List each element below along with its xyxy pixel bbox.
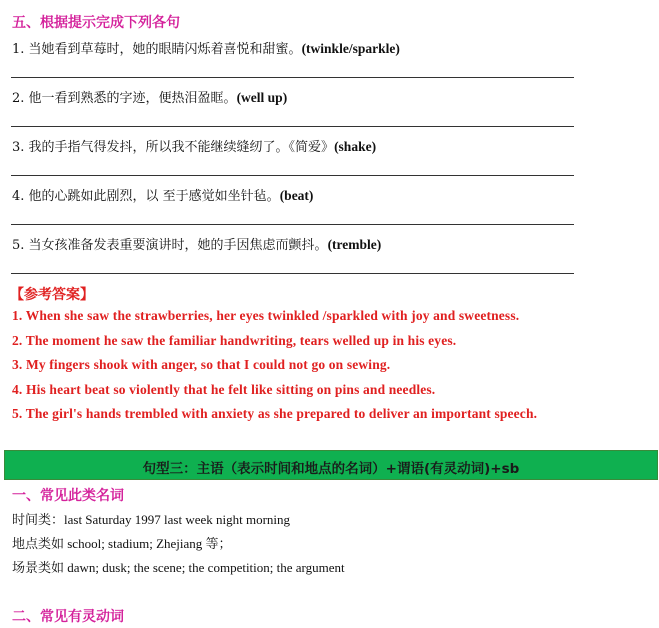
- noun-category-time: 时间类：last Saturday 1997 last week night morning: [12, 512, 291, 527]
- question-hint: (shake): [334, 139, 377, 154]
- answer-item-5: 5. The girl's hands trembled with anxiety as she prepared to deliver an important speech.: [12, 406, 538, 421]
- section-heading-1: 一、常见此类名词: [12, 488, 124, 504]
- question-text: 他一看到熟悉的字迹，便热泪盈眶。: [28, 91, 237, 106]
- question-hint: (twinkle/sparkle): [301, 41, 400, 56]
- question-hint: (well up): [236, 90, 288, 105]
- answer-item-4: 4. His heart beat so violently that he felt like sitting on pins and needles.: [12, 382, 436, 397]
- question-number: 5.: [12, 238, 25, 253]
- question-text: 当她看到草莓时，她的眼睛闪烁着喜悦和甜蜜。: [28, 42, 302, 57]
- answer-blank-5: [11, 273, 574, 274]
- question-number: 2.: [12, 91, 25, 106]
- section-heading-2: 二、常见有灵动词: [12, 609, 124, 625]
- question-text: 他的心跳如此剧烈，以 至于感觉如坐针毡。: [28, 189, 280, 204]
- noun-category-place: 地点类如 school; stadium; Zhejiang 等；: [12, 536, 232, 551]
- answer-blank-2: [11, 126, 574, 127]
- section-heading-5: 五、根据提示完成下列各句: [12, 15, 180, 31]
- answer-item-1: 1. When she saw the strawberries, her eyes twinkled /sparkled with joy and sweetness.: [12, 308, 520, 323]
- answer-item-3: 3. My fingers shook with anger, so that I could not go on sewing.: [12, 357, 391, 372]
- question-number: 4.: [12, 189, 25, 204]
- answer-blank-1: [11, 77, 574, 78]
- question-number: 1.: [12, 42, 25, 57]
- question-number: 3.: [12, 140, 25, 155]
- question-hint: (beat): [279, 188, 314, 203]
- noun-category-scene: 场景类如 dawn; dusk; the scene; the competition; the argument: [12, 560, 345, 575]
- banner-text: 句型三：主语（表示时间和地点的名词）+谓语(有灵动词)+sb: [142, 461, 520, 477]
- answer-item-2: 2. The moment he saw the familiar handwriting, tears welled up in his eyes.: [12, 333, 457, 348]
- question-hint: (tremble): [327, 237, 382, 252]
- answers-title: 【参考答案】: [10, 287, 94, 303]
- answer-blank-3: [11, 175, 574, 176]
- sentence-pattern-banner: [4, 450, 658, 480]
- answer-blank-4: [11, 224, 574, 225]
- question-text: 当女孩准备发表重要演讲时，她的手因焦虑而颤抖。: [28, 238, 328, 253]
- question-1: [12, 38, 400, 57]
- question-5: [12, 234, 381, 253]
- question-3: [12, 136, 376, 155]
- question-text: 我的手指气得发抖，所以我不能继续缝纫了。《简爱》: [28, 140, 335, 155]
- question-2: [12, 87, 287, 106]
- question-4: [12, 185, 313, 204]
